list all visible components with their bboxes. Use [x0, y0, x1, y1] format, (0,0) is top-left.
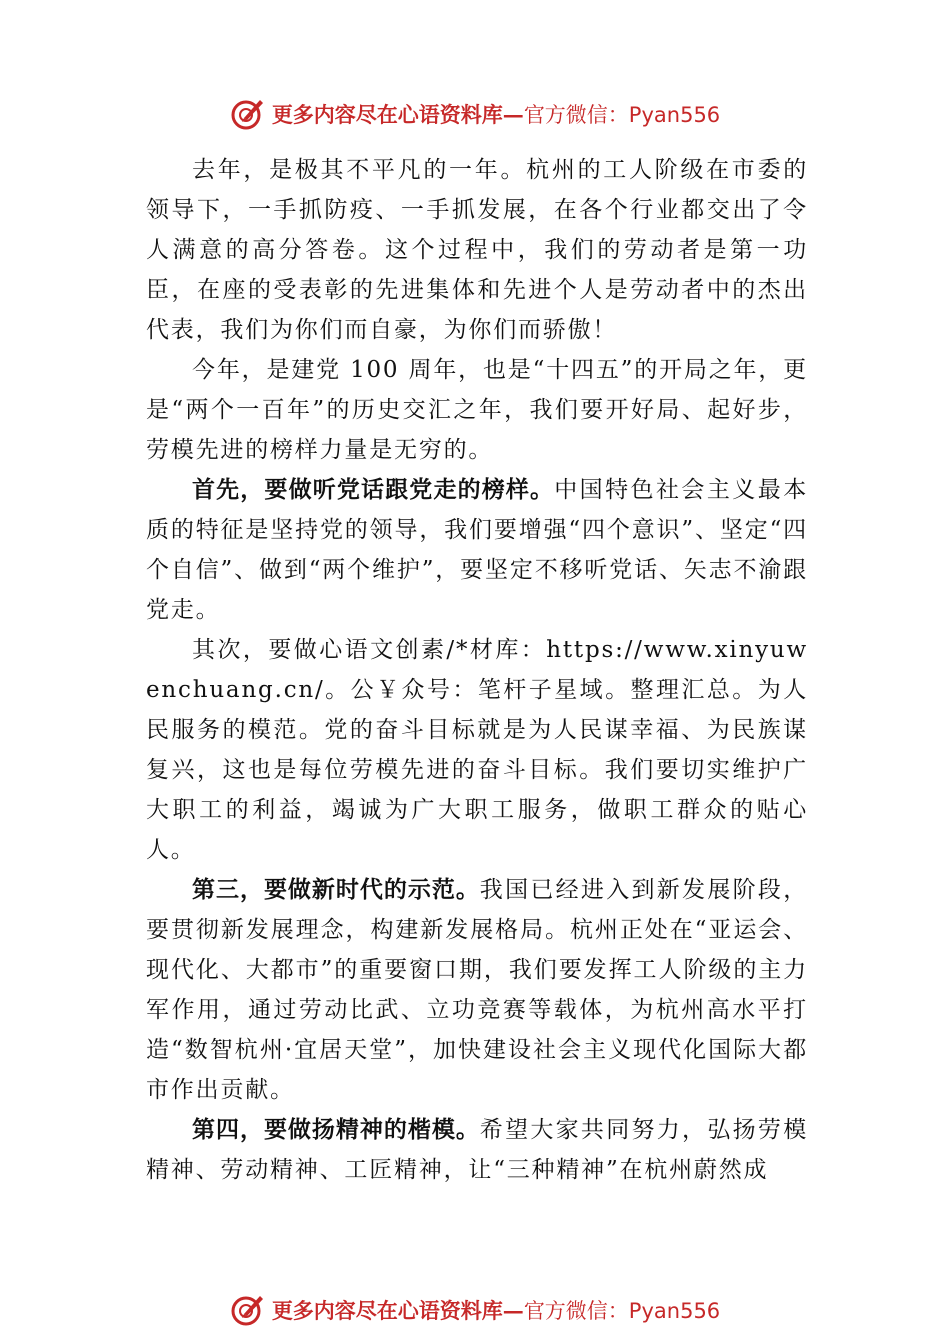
quill-logo-icon: [230, 1292, 266, 1328]
paragraph-1: 去年，是极其不平凡的一年。杭州的工人阶级在市委的领导下，一手抓防疫、一手抓发展，在各个行业都交出了令人满意的高分答卷。这个过程中，我们的劳动者是第一功臣，在座的受表彰的先进集体和先进个人是劳动者中的杰出代表，我们为你们而自豪，为你们而骄傲！: [146, 157, 808, 343]
paragraph-6-heading: 第四，要做扬精神的楷模。: [192, 1117, 480, 1143]
header-banner: [0, 94, 950, 134]
paragraph-6-text: 希望大家共同努力，弘扬劳模精神、劳动精神、工匠精神，让“三种精神”在杭州蔚然成: [146, 1117, 808, 1183]
paragraph-3-heading: 首先，要做听党话跟党走的榜样。: [192, 477, 555, 503]
paragraph-5: [146, 870, 808, 1110]
paragraph-5-heading: 第三，要做新时代的示范。: [192, 877, 480, 903]
footer-banner: [0, 1290, 950, 1330]
paragraph-6: [146, 1110, 808, 1190]
footer-banner-text: 更多内容尽在心语资料库—官方微信：Pyan556: [271, 1298, 721, 1323]
paragraph-3: [146, 470, 808, 630]
paragraph-5-text: 我国已经进入到新发展阶段，要贯彻新发展理念，构建新发展格局。杭州正处在“亚运会、现代化、大都市”的重要窗口期，我们要发挥工人阶级的主力军作用，通过劳动比武、立功竞赛等载体，为杭州高水平打造“数智杭州·宜居天堂”，加快建设社会主义现代化国际大都市作出贡献。: [146, 877, 808, 1103]
paragraph-4: 其次，要做心语文创素/*材库：https://www.xinyuwenchuang.cn/。公￥众号：笔杆子星域。整理汇总。为人民服务的模范。党的奋斗目标就是为人民谋幸福、为民族谋复兴，这也是每位劳模先进的奋斗目标。我们要切实维护广大职工的利益，竭诚为广大职工服务，做职工群众的贴心人。: [146, 637, 808, 863]
document-body: [146, 150, 808, 1190]
paragraph-3-text: 中国特色社会主义最本质的特征是坚持党的领导，我们要增强“四个意识”、坚定“四个自信”、做到“两个维护”，要坚定不移听党话、矢志不渝跟党走。: [146, 477, 808, 623]
paragraph-2: 今年，是建党 100 周年，也是“十四五”的开局之年，更是“两个一百年”的历史交汇之年，我们要开好局、起好步，劳模先进的榜样力量是无穷的。: [146, 357, 808, 463]
quill-logo-icon: [230, 96, 266, 132]
header-banner-text: 更多内容尽在心语资料库—官方微信：Pyan556: [271, 102, 721, 127]
